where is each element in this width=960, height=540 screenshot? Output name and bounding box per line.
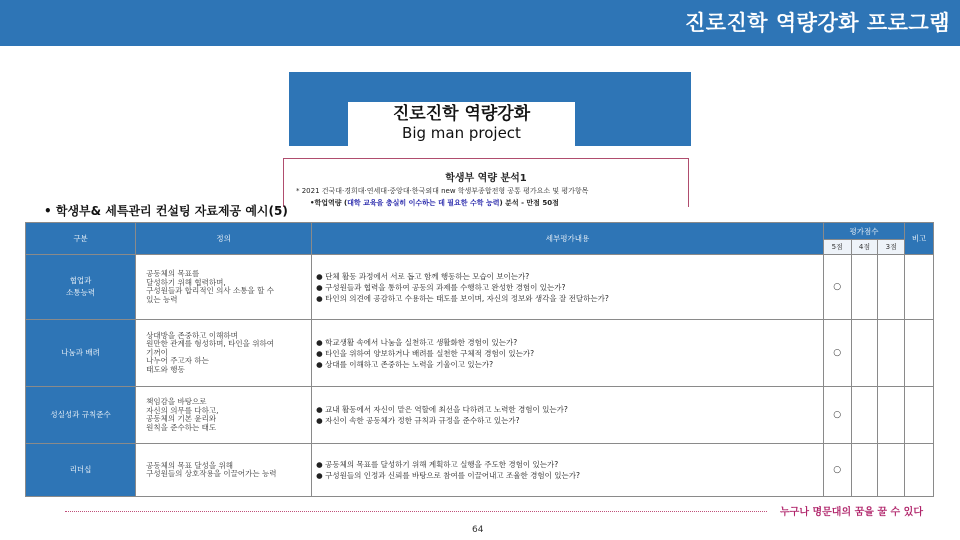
criterion-highlight: 대학 교육을 충실히 이수하는 데 필요한 수학 능력 xyxy=(347,199,500,207)
page-number: 64 xyxy=(472,525,484,535)
note-cell xyxy=(905,444,934,497)
col-header-category: 구분 xyxy=(26,223,136,255)
analysis-box xyxy=(283,158,689,207)
row-definition: 상대방을 존중하고 이해하며 원만한 관계를 형성하며, 타인을 위하여 기꺼이 나누어 주고자 하는 태도와 행동 xyxy=(136,320,312,387)
score-cell xyxy=(878,387,905,444)
row-criteria: ● 학교생활 속에서 나눔을 실천하고 생활화한 경험이 있는가? ● 타인을 위하여 양보하거나 배려를 실천한 구체적 경험이 있는가? ● 상대를 이해하고 존중하는 노력을 기울이고 있는가? xyxy=(312,320,824,387)
row-definition: 책임감을 바탕으로 자신의 의무를 다하고, 공동체의 기본 윤리와 원칙을 준수하는 태도 xyxy=(136,387,312,444)
table-row xyxy=(26,387,934,444)
score-level-3: 3점 xyxy=(878,240,905,255)
score-mark: ○ xyxy=(823,255,851,320)
score-cell xyxy=(851,444,878,497)
row-definition: 공동체의 목표 달성을 위해 구성원들의 상호작용을 이끌어가는 능력 xyxy=(136,444,312,497)
col-header-detail: 세부평가내용 xyxy=(312,223,824,255)
row-definition: 공동체의 목표를 달성하기 위해 협력하며, 구성원들과 합리적인 의사 소통을 할 수 있는 능력 xyxy=(136,255,312,320)
col-header-definition: 정의 xyxy=(136,223,312,255)
criterion-prefix: •학업역량 ( xyxy=(310,199,348,207)
banner-title: 진로진학 역량강화 xyxy=(392,104,531,124)
criterion-suffix: ) 분석 - 만점 50점 xyxy=(499,199,559,207)
score-cell xyxy=(851,255,878,320)
note-cell xyxy=(905,255,934,320)
table-row xyxy=(26,255,934,320)
header-bar xyxy=(0,0,960,46)
note-cell xyxy=(905,387,934,444)
section-subheading: • 학생부& 세특관리 컨설팅 자료제공 예시(5) xyxy=(44,204,288,218)
note-cell xyxy=(905,320,934,387)
row-criteria: ● 교내 활동에서 자신이 맡은 역할에 최선을 다하려고 노력한 경험이 있는가? ● 자신이 속한 공동체가 정한 규칙과 규정을 준수하고 있는가? xyxy=(312,387,824,444)
analysis-source: * 2021 건국대·경희대·연세대·중앙대·한국외대 new 학생부종합전형 공통 평가요소 및 평가항목 xyxy=(296,187,589,195)
banner-subtitle: Big man project xyxy=(402,124,521,142)
banner-title-box xyxy=(348,102,575,146)
score-mark: ○ xyxy=(823,320,851,387)
score-cell xyxy=(878,320,905,387)
footer-slogan: 누구나 명문대의 꿈을 꿀 수 있다 xyxy=(780,507,923,518)
analysis-title: 학생부 역량 분석1 xyxy=(445,173,527,184)
program-banner xyxy=(289,72,691,146)
score-level-4: 4점 xyxy=(851,240,878,255)
header-title: 진로진학 역량강화 프로그램 xyxy=(684,11,950,35)
score-mark: ○ xyxy=(823,444,851,497)
table-row xyxy=(26,320,934,387)
table-row xyxy=(26,444,934,497)
row-category: 성실성과 규칙준수 xyxy=(26,387,136,444)
score-cell xyxy=(878,255,905,320)
row-category: 리더십 xyxy=(26,444,136,497)
row-category: 나눔과 배려 xyxy=(26,320,136,387)
evaluation-table xyxy=(25,222,934,497)
score-cell xyxy=(851,320,878,387)
footer-divider xyxy=(65,511,767,512)
score-cell xyxy=(851,387,878,444)
score-mark: ○ xyxy=(823,387,851,444)
col-header-note: 비고 xyxy=(905,223,934,255)
analysis-criterion xyxy=(284,198,688,208)
row-category: 협업과 소통능력 xyxy=(26,255,136,320)
score-cell xyxy=(878,444,905,497)
row-criteria: ● 단체 활동 과정에서 서로 돕고 함께 행동하는 모습이 보이는가? ● 구성원들과 협력을 통하여 공동의 과제를 수행하고 완성한 경험이 있는가? ● 타인의 의견에 공감하고 수용하는 태도를 보이며, 자신의 정보와 생각을 잘 전달하는가? xyxy=(312,255,824,320)
score-level-5: 5점 xyxy=(823,240,851,255)
col-header-score: 평가점수 xyxy=(823,223,904,240)
row-criteria: ● 공동체의 목표를 달성하기 위해 계획하고 실행을 주도한 경험이 있는가? ● 구성원들의 인정과 신뢰를 바탕으로 참여를 이끌어내고 조율한 경험이 있는가? xyxy=(312,444,824,497)
